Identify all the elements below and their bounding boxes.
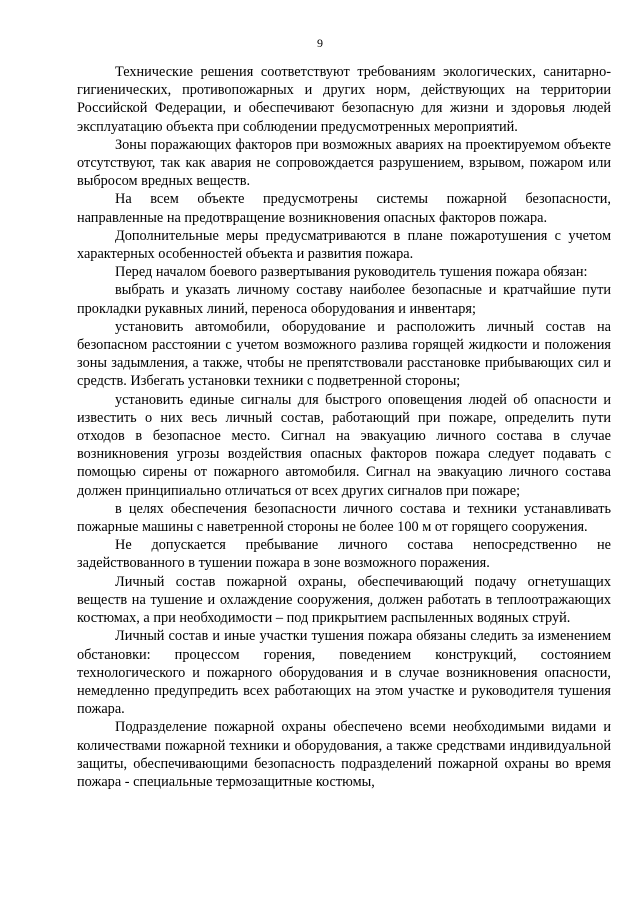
body-text <box>77 63 611 791</box>
paragraph: На всем объекте предусмотрены системы пожарной безопасности, направленные на предотвращение возникновения опасных факторов пожара. <box>77 191 611 226</box>
paragraph: Не допускается пребывание личного состава непосредственно не задействованного в тушении пожара в зоне возможного поражения. <box>77 537 611 572</box>
paragraph: Личный состав пожарной охраны, обеспечивающий подачу огнетушащих веществ на тушение и охлаждение сооружения, должен работать в теплоотражающих костюмах, а при необходимости – под прикрытием распыленных водяных струй. <box>77 573 611 627</box>
list-item: установить автомобили, оборудование и расположить личный состав на безопасном расстоянии с учетом возможного разлива горящей жидкости и положения зоны задымления, а также, чтобы не препятствовали расстановке прибывающих сил и средств. Избегать установки техники с подветренной стороны; <box>77 318 611 390</box>
paragraph: Технические решения соответствуют требованиям экологических, санитарно-гигиенических, противопожарных и других норм, действующих на территории Российской Федерации, и обеспечивают безопасную для жизни и здоровья людей эксплуатацию объекта при соблюдении предусмотренных мероприятий. <box>77 64 611 135</box>
list-item: установить единые сигналы для быстрого оповещения людей об опасности и известить о них весь личный состав, работающий при пожаре, определить пути отходов в безопасное место. Сигнал на эвакуацию личного состава в случае возникновения угрозы воздействия опасных факторов пожара следует подавать с помощью сирены от пожарного автомобиля. Сигнал на эвакуацию личного состава должен принципиально отличаться от всех других сигналов при пожаре; <box>77 391 611 499</box>
paragraph: Подразделение пожарной охраны обеспечено всеми необходимыми видами и количествами пожарной техники и оборудования, а также средствами индивидуальной защиты, обеспечивающими безопасность подразделений пожарной охраны во время пожара - специальные термозащитные костюмы, <box>77 719 611 790</box>
paragraph: Дополнительные меры предусматриваются в плане пожаротушения с учетом характерных особенностей объекта и развития пожара. <box>77 227 611 263</box>
list-item: выбрать и указать личному составу наиболее безопасные и кратчайшие пути прокладки рукавных линий, переноса оборудования и инвентаря; <box>77 282 611 317</box>
paragraph: Личный состав и иные участки тушения пожара обязаны следить за изменением обстановки: процессом горения, поведением конструкций, состоянием технологического и пожарного оборудования и в случае возникновения опасности, немедленно предупредить всех работающих на этом участке и руководителя тушения пожара. <box>77 628 611 718</box>
list-item: в целях обеспечения безопасности личного состава и техники устанавливать пожарные машины с наветренной стороны не более 100 м от горящего сооружения. <box>77 500 611 536</box>
paragraph: Перед началом боевого развертывания руководитель тушения пожара обязан: <box>115 264 588 281</box>
page-number: 9 <box>317 36 323 50</box>
paragraph: Зоны поражающих факторов при возможных авариях на проектируемом объекте отсутствуют, так как авария не сопровождается разрушением, взрывом, пожаром или выбросом вредных веществ. <box>77 136 611 190</box>
